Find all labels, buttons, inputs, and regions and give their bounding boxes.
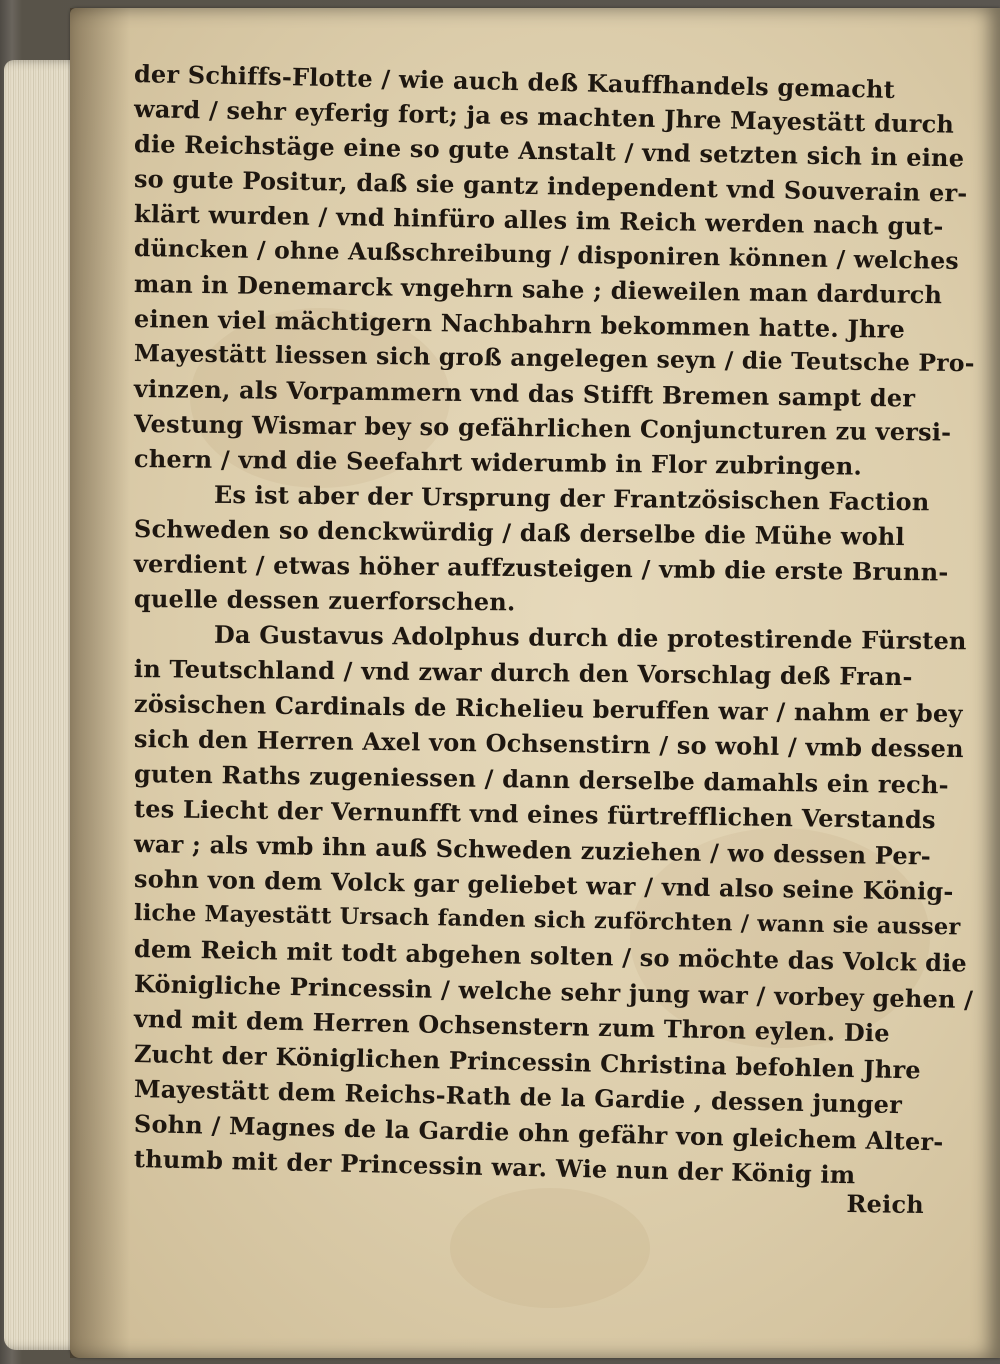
text-line: ward / sehr eyferig fort; ja es machten Jhre Mayestätt durch [133,94,955,139]
text-line: düncken / ohne Außschreibung / disponiren können / welches [133,234,960,275]
text-line: Schweden so denckwürdig / daß derselbe die Mühe wohl [133,514,906,552]
text-line: so gute Positur, daß sie gantz independent vnd Souverain er- [133,164,968,208]
text-line: Mayestätt liessen sich groß angelegen seyn / die Teutsche Pro- [133,339,975,378]
text-line: einen viel mächtigern Nachbahrn bekommen hatte. Jhre [133,304,906,344]
text-line: verdient / etwas höher auffzusteigen / vmb die erste Brunn- [133,549,949,587]
text-line: Zucht der Königlichen Princessin Christina befohlen Jhre [133,1039,922,1085]
paragraph-start-line: Da Gustavus Adolphus durch die protestirende Fürsten [213,619,967,656]
text-line: dem Reich mit todt abgehen solten / so möchte das Volck die [133,934,968,978]
text-line: quelle dessen zuerforschen. [133,584,516,617]
text-line: klärt wurden / vnd hinfüro alles im Reich werden nach gut- [133,199,944,241]
text-line: chern / vnd die Seefahrt widerumb in Flor zubringen. [133,444,863,481]
text-line: vnd mit dem Herren Ochsenstern zum Thron eylen. Die [133,1004,891,1048]
catchword: Reich [846,1188,925,1220]
text-line: Königliche Princessin / welche sehr jung war / vorbey gehen / [133,969,974,1015]
text-line: sohn von dem Volck gar geliebet war / vnd also seine König- [133,864,954,906]
text-line: tes Liecht der Vernunfft vnd eines fürtrefflichen Verstands [133,794,936,835]
text-line: Sohn / Magnes de la Gardie ohn gefähr von gleichem Alter- [133,1109,944,1157]
text-line: war ; als vmb ihn auß Schweden zuziehen / wo dessen Per- [133,829,932,871]
text-line: vinzen, als Vorpammern vnd das Stifft Bremen sampt der [133,374,916,413]
text-line: sich den Herren Axel von Ochsenstirn / so wohl / vmb dessen [133,724,964,764]
body-text [133,56,975,1220]
text-line: in Teutschland / vnd zwar durch den Vorschlag deß Fran- [133,654,913,692]
text-line: der Schiffs-Flotte / wie auch deß Kauffhandels gemacht [133,59,896,104]
paragraph-start-line: Es ist aber der Ursprung der Frantzösischen Faction [213,479,930,517]
text-line: die Reichstäge eine so gute Anstalt / vnd setzten sich in eine [133,129,965,173]
text-line: thumb mit der Princessin war. Wie nun der König im [133,1144,856,1190]
text-line: liche Mayestätt Ursach fanden sich zuförchten / wann sie ausser [133,900,961,941]
text-line: zösischen Cardinals de Richelieu beruffen war / nahm er bey [133,689,963,729]
text-line: guten Raths zugeniessen / dann derselbe damahls ein rech- [133,759,949,800]
text-line: Mayestätt dem Reichs-Rath de la Gardie , dessen junger [133,1074,903,1120]
text-line: Vestung Wismar bey so gefährlichen Conjuncturen zu versi- [133,409,952,447]
text-line: man in Denemarck vngehrn sahe ; dieweilen man dardurch [133,269,943,310]
